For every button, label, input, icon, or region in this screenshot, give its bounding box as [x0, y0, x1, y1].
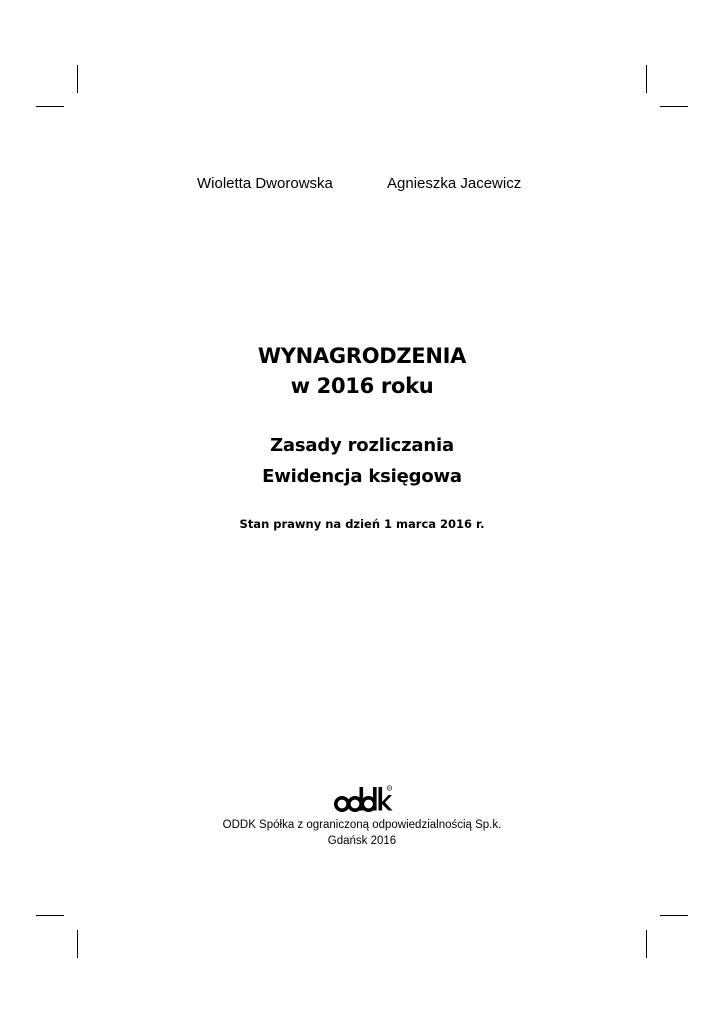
crop-mark-top-right-horizontal — [660, 106, 688, 107]
oddk-logo-icon — [333, 784, 393, 814]
crop-mark-top-left-vertical — [77, 65, 78, 93]
publisher-name: ODDK Spółka z ograniczoną odpowiedzialnością Sp.k. — [222, 819, 502, 831]
book-title-year: w 2016 roku — [290, 374, 434, 398]
crop-mark-bottom-left-horizontal — [36, 915, 64, 916]
crop-mark-bottom-right-vertical — [646, 930, 647, 958]
crop-mark-top-left-horizontal — [36, 106, 64, 107]
author-name: Wioletta Dworowska — [197, 175, 333, 192]
author-name: Agnieszka Jacewicz — [387, 175, 522, 192]
legal-state-note: Stan prawny na dzień 1 marca 2016 r. — [239, 517, 485, 531]
book-subtitle: Zasady rozliczania — [270, 435, 454, 456]
crop-mark-top-right-vertical — [646, 65, 647, 93]
authors — [0, 175, 724, 195]
book-title: WYNAGRODZENIA — [257, 344, 467, 368]
book-subtitle: Ewidencja księgowa — [262, 466, 462, 487]
publisher-place-year: Gdańsk 2016 — [327, 835, 397, 847]
crop-mark-bottom-right-horizontal — [660, 915, 688, 916]
crop-mark-bottom-left-vertical — [77, 930, 78, 958]
svg-text:R: R — [388, 786, 391, 791]
